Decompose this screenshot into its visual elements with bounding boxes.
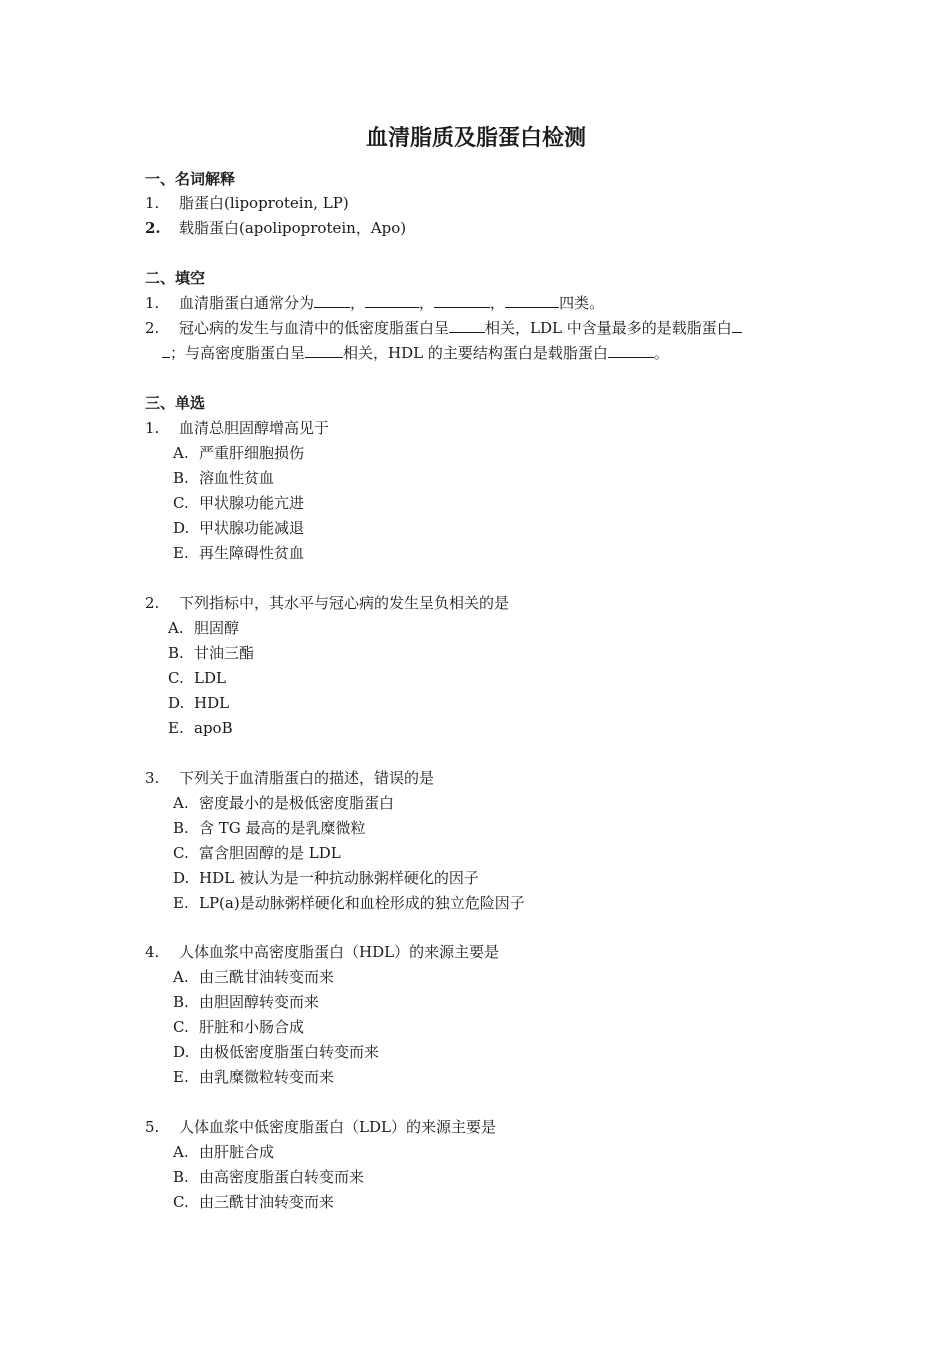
option[interactable] (173, 1016, 304, 1038)
page-title: 血清脂质及脂蛋白检测 (365, 126, 586, 151)
option-label: B. (173, 993, 189, 1011)
fill-question-2-line1 (179, 317, 742, 339)
option-text: 由乳糜微粒转变而来 (199, 1068, 335, 1086)
option-text: 含 TG 最高的是乳糜微粒 (199, 819, 366, 837)
option[interactable] (173, 867, 479, 889)
option-label: C. (173, 1193, 189, 1211)
section-heading-definitions: 一、名词解释 (145, 170, 236, 188)
option-text: HDL (194, 694, 230, 712)
question-number: 3. (145, 769, 160, 787)
option[interactable] (173, 966, 334, 988)
option[interactable] (173, 542, 304, 564)
option[interactable] (173, 1141, 274, 1163)
option[interactable] (173, 442, 304, 464)
question-text: 冠心病的发生与血清中的低密度脂蛋白呈 (179, 319, 450, 337)
option-label: A. (173, 444, 189, 462)
option[interactable] (168, 617, 239, 639)
option-text: HDL 被认为是一种抗动脉粥样硬化的因子 (199, 869, 479, 887)
question-number: 1. (145, 419, 160, 437)
question-stem: 下列指标中，其水平与冠心病的发生呈负相关的是 (179, 594, 510, 612)
option-text: 甲状腺功能减退 (199, 519, 305, 537)
option[interactable] (173, 842, 341, 864)
option[interactable] (173, 492, 304, 514)
option-label: B. (173, 819, 189, 837)
option[interactable] (173, 1041, 379, 1063)
question-text: 相关，HDL 的主要结构蛋白是载脂蛋白 (343, 344, 608, 362)
option-text: 由三酰甘油转变而来 (199, 1193, 335, 1211)
option[interactable] (168, 642, 254, 664)
option-text: 富含胆固醇的是 LDL (199, 844, 341, 862)
question-text: 。 (653, 344, 669, 362)
option-label: A. (173, 968, 189, 986)
option[interactable] (173, 1166, 364, 1188)
option[interactable] (173, 1191, 334, 1213)
option-label: E. (173, 544, 189, 562)
option-text: 肝脏和小肠合成 (199, 1018, 305, 1036)
option-text: 溶血性贫血 (199, 469, 275, 487)
option-text: 甘油三酯 (194, 644, 255, 662)
answer-blank[interactable] (608, 342, 654, 358)
question-text: 相关，LDL 中含量最多的是载脂蛋白 (485, 319, 732, 337)
option-label: D. (173, 1043, 190, 1061)
question-text: 四类。 (559, 294, 605, 312)
question-text: ；与高密度脂蛋白呈 (170, 344, 306, 362)
section-heading-fill-blank: 二、填空 (145, 269, 206, 287)
option[interactable] (173, 991, 319, 1013)
item-number: 2. (145, 219, 161, 237)
option-text: 由极低密度脂蛋白转变而来 (199, 1043, 380, 1061)
question-text: 血清脂蛋白通常分为 (179, 294, 315, 312)
option-label: A. (168, 619, 184, 637)
option-text: 胆固醇 (194, 619, 240, 637)
option-text: 由三酰甘油转变而来 (199, 968, 335, 986)
option-label: B. (168, 644, 184, 662)
answer-blank[interactable] (434, 292, 490, 308)
separator: ， (350, 294, 366, 312)
question-stem: 人体血浆中高密度脂蛋白（HDL）的来源主要是 (179, 943, 500, 961)
definition-item: 脂蛋白(lipoprotein, LP) (179, 194, 349, 212)
question-number: 5. (145, 1118, 160, 1136)
option[interactable] (173, 792, 394, 814)
option-text: 由高密度脂蛋白转变而来 (199, 1168, 365, 1186)
option-label: C. (173, 494, 189, 512)
option-label: C. (173, 1018, 189, 1036)
question-stem: 血清总胆固醇增高见于 (179, 419, 330, 437)
option-label: B. (173, 469, 189, 487)
option-text: LP(a)是动脉粥样硬化和血栓形成的独立危险因子 (199, 894, 525, 912)
answer-blank[interactable] (449, 317, 485, 333)
option[interactable] (173, 892, 525, 914)
section-heading-single-choice: 三、单选 (145, 394, 206, 412)
item-number: 1. (145, 294, 160, 312)
option-label: D. (173, 519, 190, 537)
option[interactable] (173, 817, 366, 839)
option[interactable] (168, 692, 229, 714)
separator: ， (419, 294, 435, 312)
option-text: 由肝脏合成 (199, 1143, 275, 1161)
option-text: 甲状腺功能亢进 (199, 494, 305, 512)
item-number: 2. (145, 319, 160, 337)
option[interactable] (168, 667, 226, 689)
option-label: E. (173, 894, 189, 912)
option-label: C. (173, 844, 189, 862)
answer-blank[interactable] (505, 292, 559, 308)
option-text: 由胆固醇转变而来 (199, 993, 320, 1011)
answer-blank[interactable] (305, 342, 343, 358)
option-label: B. (173, 1168, 189, 1186)
question-number: 2. (145, 594, 160, 612)
fill-question-2-line2 (162, 342, 669, 364)
separator: ， (490, 294, 506, 312)
option-label: A. (173, 794, 189, 812)
question-number: 4. (145, 943, 160, 961)
option-label: E. (168, 719, 184, 737)
option-label: D. (173, 869, 190, 887)
answer-blank[interactable] (314, 292, 350, 308)
question-stem: 人体血浆中低密度脂蛋白（LDL）的来源主要是 (179, 1118, 496, 1136)
option-label: C. (168, 669, 184, 687)
option-text: LDL (194, 669, 226, 687)
option[interactable] (173, 1066, 334, 1088)
option-text: 再生障碍性贫血 (199, 544, 305, 562)
item-number: 1. (145, 194, 160, 212)
answer-blank[interactable] (732, 317, 742, 333)
definition-item: 载脂蛋白(apolipoprotein，Apo) (179, 219, 407, 237)
option-label: D. (168, 694, 185, 712)
answer-blank[interactable] (365, 292, 419, 308)
option-label: A. (173, 1143, 189, 1161)
question-stem: 下列关于血清脂蛋白的描述，错误的是 (179, 769, 435, 787)
option-text: apoB (194, 719, 233, 737)
answer-blank[interactable] (162, 342, 170, 358)
option-label: E. (173, 1068, 189, 1086)
fill-question-1 (179, 292, 604, 314)
option[interactable] (173, 467, 274, 489)
option-text: 密度最小的是极低密度脂蛋白 (199, 794, 395, 812)
option[interactable] (168, 717, 233, 739)
option[interactable] (173, 517, 304, 539)
option-text: 严重肝细胞损伤 (199, 444, 305, 462)
